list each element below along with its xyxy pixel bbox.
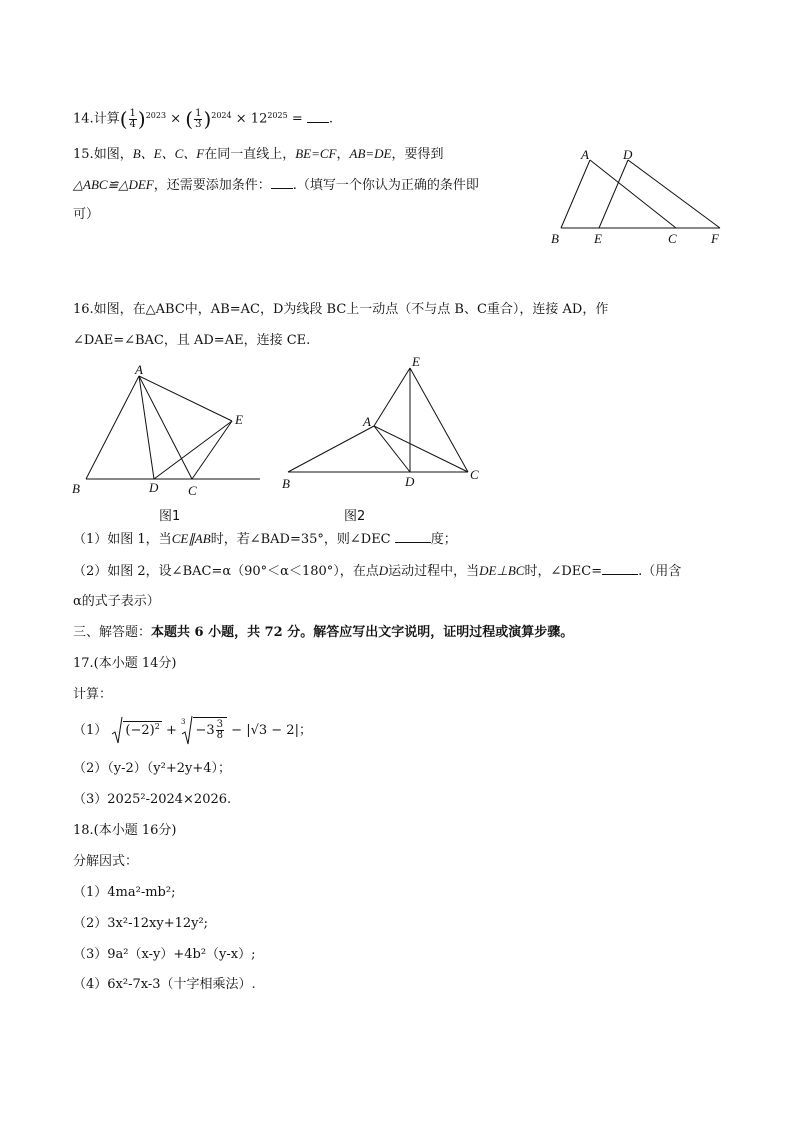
question-lead: 计算 (93, 111, 120, 127)
fraction-one-third: $\frac{1}{3}$ (195, 107, 202, 130)
answer-blank[interactable] (307, 111, 329, 123)
root-index: 3 (181, 718, 186, 726)
exponent: 2024 (211, 110, 232, 120)
label-e: E (594, 231, 602, 246)
fraction-one-quarter: $\frac{1}{4}$ (129, 107, 136, 130)
question-18-lead: 分解因式： (73, 854, 139, 869)
label-a: A (363, 414, 371, 429)
question-16-part1: （1）如图 1，当CE∥AB时，若∠BAD=35°，则∠DEC 度； (73, 531, 457, 547)
label-d: D (149, 480, 159, 495)
label-e: E (412, 354, 420, 369)
section-3-heading: 三、解答题：本题共 6 小题，共 72 分。解答应写出文字说明，证明过程或演算步骤。 (73, 625, 574, 640)
label-d: D (623, 147, 633, 162)
times-sign: × (235, 111, 247, 127)
question-17-part1: （1） $(-2)^2 + ^3-3$ $\frac{3}{8}$ − |√3 − 2|； (73, 714, 312, 748)
answer-blank[interactable] (271, 177, 293, 189)
question-18-part2: （2）3x²-12xy+12y²; (73, 916, 209, 931)
question-15-line2: △ABC≌△DEF，还需要添加条件： .（填写一个你认为正确的条件即 (73, 177, 479, 193)
equals-sign: = (291, 111, 303, 127)
exponent: 2023 (145, 110, 167, 120)
figure-1-caption: 图1 (159, 509, 181, 524)
segment-ce (410, 368, 468, 472)
radicand: $(-2)^2$ (123, 721, 161, 741)
question-17-title: 17.(本小题 14分) (73, 656, 177, 671)
label-f: F (711, 231, 719, 246)
segment-de (154, 421, 232, 479)
segment-ac (374, 426, 468, 472)
question-16-part2-line2: α的式子表示） (73, 594, 160, 609)
question-16-line2: ∠DAE=∠BAC，且 AD=AE，连接 CE. (73, 333, 311, 348)
segment-ce (192, 421, 232, 479)
answer-blank[interactable] (602, 563, 638, 575)
segment-ad (374, 426, 410, 472)
times-sign: × (170, 111, 182, 127)
question-18-title: 18.(本小题 16分) (73, 823, 177, 838)
cube-radicand: −3 $\frac{3}{8}$ (193, 717, 227, 744)
question-17-lead: 计算： (73, 687, 113, 702)
question-18-part4: （4）6x²-7x-3（十字相乘法）. (73, 977, 256, 992)
label-b: B (282, 476, 290, 491)
label-b: B (72, 481, 80, 496)
q16-figure-2 (278, 350, 488, 495)
question-17-part2: （2）（y-2）（y²+2y+4）； (73, 761, 232, 776)
question-15-line1: 15.如图，B、E、C、F在同一直线上，BE=CF，AB=DE，要得到 (73, 146, 444, 162)
question-16-line1: 16.如图，在△ABC中，AB=AC，D为线段 BC上一动点（不与点 B、C重合），连接 AD，作 (73, 302, 609, 317)
figure-2-caption: 图2 (344, 509, 366, 524)
segment-ab (86, 376, 139, 479)
segment-ab (561, 160, 590, 228)
label-b: B (551, 231, 559, 246)
label-a: A (135, 362, 143, 377)
label-e: E (235, 412, 243, 427)
label-d: D (405, 474, 415, 489)
segment-ae (139, 376, 232, 421)
question-number: 15. (73, 147, 94, 162)
square-root-sign (111, 716, 123, 746)
question-17-part3: （3）2025²-2024×2026. (73, 792, 232, 807)
congruence-statement: △ABC≌△DEF (73, 177, 154, 192)
question-15-line3: 可） (73, 207, 100, 222)
q16-figure-1 (68, 362, 268, 502)
question-18-part3: （3）9a²（x-y）+4b²（y-x）; (73, 947, 256, 962)
base-twelve: 12 (250, 111, 268, 127)
label-a: A (581, 147, 589, 162)
question-number: 14. (73, 111, 94, 127)
segment-df (628, 160, 720, 228)
exponent: 2025 (267, 110, 288, 120)
q15-figure (545, 140, 730, 250)
absolute-value: |√3 − 2| (246, 723, 299, 738)
segment-ab (288, 426, 374, 472)
label-c: C (470, 467, 479, 482)
label-c: C (668, 231, 677, 246)
label-c: C (188, 483, 197, 498)
question-14: 14.计算( $\frac{1}{4}$ )$^{2023}$ × ( $\frac{1}{3}$ )$^{2024} \times 12^{2025}$ = . (73, 107, 334, 131)
answer-blank[interactable] (395, 531, 431, 543)
question-16-part2: （2）如图 2，设∠BAC=α（90°＜α＜180°），在点D运动过程中，当DE⊥BC时，∠DEC= .（用含 (73, 563, 682, 579)
question-18-part1: （1）4ma²-mb²; (73, 885, 176, 900)
segment-ae (374, 368, 410, 426)
